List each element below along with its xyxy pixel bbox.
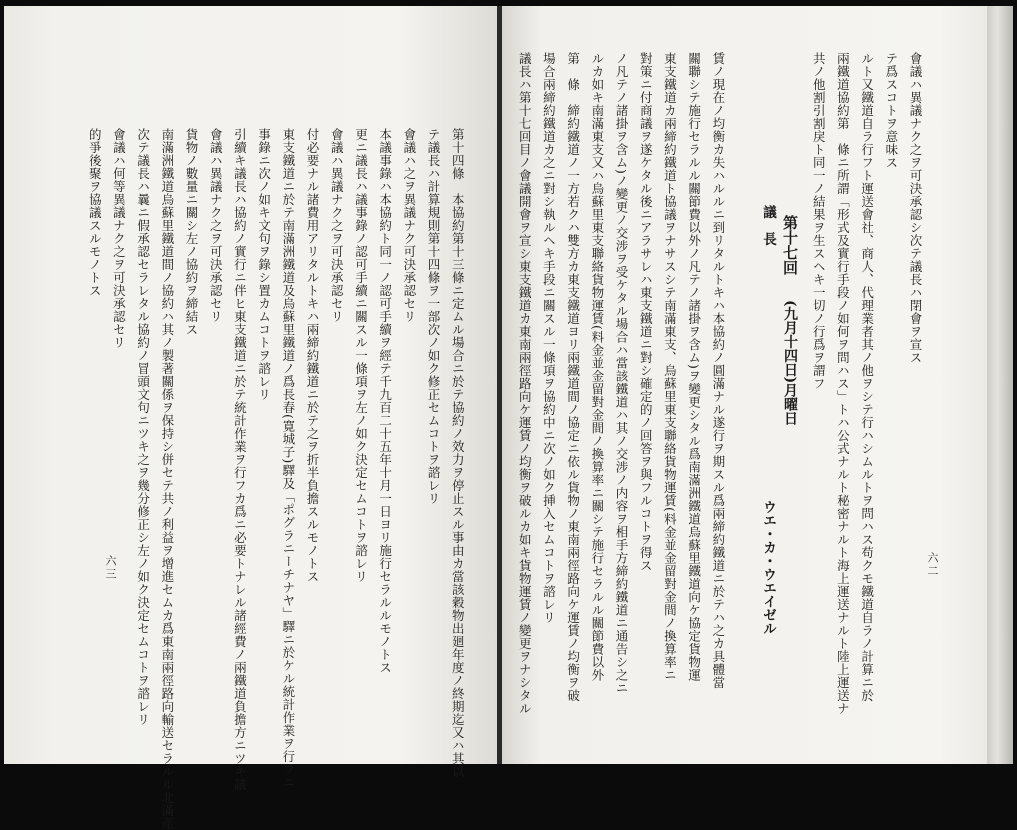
text-column: 關聯シテ施行セラルル關節費以外ノ凡テノ諸掛ヲ含ム)ヲ變更シタル爲南滿洲鐵道烏蘇里鐵道向ケ協定貨物運 xyxy=(686,52,702,682)
page-number-left: 六三 xyxy=(104,555,117,581)
text-column: 會議ハ何等異議ナク之ヲ可決承認セリ xyxy=(111,128,127,349)
text-column: 會議ハ異議ナク之ヲ可決承認セリ xyxy=(329,128,345,323)
text-column: 更ニ議長ハ議事錄ノ認可手續ニ關スル一條項ヲ左ノ如ク決定セムコトヲ諮レリ xyxy=(353,128,369,583)
text-column: 第 條 締約鐵道ノ一方若クハ雙方カ東支鐵道ヨリ兩鐵道間ノ協定ニ依ル貨物ノ東南兩徑路向ケ運賃ノ均衡ヲ破 xyxy=(565,52,581,702)
session-title: 第十七回 xyxy=(781,215,799,275)
text-column: テ爲スコトヲ意味ス xyxy=(883,52,899,169)
text-column: 的爭後聚ヲ協議スルモノトス xyxy=(87,128,103,297)
text-column: 會議ハ異議ナク之ヲ可決承認シ次テ議長ハ閉會ヲ宣ス xyxy=(908,52,924,364)
right-page-text-after xyxy=(512,52,730,752)
right-page-text-before xyxy=(806,52,927,752)
text-column: 貨物ノ數量ニ關シ左ノ協約ヲ締結ス xyxy=(184,128,200,336)
text-column: 引續キ議長ハ協約ノ實行ニ伴ヒ東支鐵道ニ於テ統計作業ヲ行フカ爲ニ必要トナレル諸經費ノ兩鐵道負擔方ニツキ議 xyxy=(232,128,248,791)
text-column: 會議ハ異議ナク之ヲ可決承認セリ xyxy=(208,128,224,323)
text-column: 東支鐵道カ兩締約鐵道ト協議ヲナサスシテ南滿東支、烏蘇里東支聯絡貨物運賃(料金並金留對金間ノ換算率ニ xyxy=(662,52,678,682)
chair-name: ウエ・カ・ウエイゼル xyxy=(760,500,776,635)
text-column: 本議事錄ハ本協約ト同一ノ認可手續ヲ經テ千九百二十五年十月一日ヨリ施行セラルルモノトス xyxy=(377,128,393,674)
text-column: 場合兩締約鐵道カ之ニ對シ執ルヘキ手段ニ關スル一條項ヲ協約中ニ次ノ如ク挿入セムコトヲ諮レリ xyxy=(541,52,557,624)
page-number-right: 六二 xyxy=(926,552,939,578)
text-column: ルト又鐵道自ラ行フト運送會社、商人、代理業者其ノ他ヲシテ行ハシムルトヲ問ハス苟クモ鐵道自ラノ計算ニ於 xyxy=(859,52,875,702)
text-column: 共ノ他割引割戾ト同一ノ結果ヲ生スヘキ一切ノ行爲ヲ謂フ xyxy=(811,52,827,390)
text-column: 對策ニ付商議ヲ遂ケタル後ニアラサレハ東支鐵道ニ對シ確定的ノ回答ヲ與フルコトヲ得ス xyxy=(638,52,654,572)
session-date: (九月十四日)月曜日 xyxy=(782,300,798,426)
chair-role: 議 長 xyxy=(760,205,776,246)
text-column: テ議長ハ計算規則第十四條ヲ一部次ノ如ク修正セムコトヲ諮レリ xyxy=(426,128,442,505)
text-column: 次テ議長ハ曩ニ假承認セラレタル協約ノ冒頭文句ニツキ之ヲ幾分修正シ左ノ如ク決定セムコトヲ諮レリ xyxy=(135,128,151,726)
page-edge xyxy=(987,6,1013,764)
text-column: 事錄ニ次ノ如キ文句ヲ錄シ置カムコトヲ諮レリ xyxy=(256,128,272,401)
text-column: 付必要ナル諸費用アリタルトキハ兩締約鐵道ニ於テ之ヲ折半負擔スルモノトス xyxy=(305,128,321,583)
text-column: 兩鐵道協約第 條ニ所謂「形式及實行手段ノ如何ヲ問ハス」トハ公式ナルト秘密ナルト海上運送ナルト陸上運送ナ xyxy=(835,52,851,715)
text-column: 議長ハ第十七回目ノ會議開會ヲ宣シ東支鐵道カ東南兩徑路向ケ運賃ノ均衡ヲ破ルカ如キ貨物運賃ノ變更ヲナシタル xyxy=(517,52,533,715)
text-column: 南滿洲鐵道烏蘇里鐵道間ノ協約ハ其ノ製著關係ヲ保持シ併セテ共ノ利益ヲ增進セムカ爲東南兩徑路向輸送セラルル北滿產 xyxy=(159,128,175,830)
text-column: 第十四條 本協約第十三條ニ定ムル場合ニ於テ協約ノ效力ヲ停止スル事由カ當該穀物出廻年度ノ終期迄又ハ其以 xyxy=(450,128,466,778)
left-page-text xyxy=(82,128,469,830)
text-column: 東支鐵道ニ於テ南滿洲鐵道及烏蘇里鐵道ノ爲長春(寛城子)驛及「ポグラニーチナヤ」驛ニ於ケル統計作業ヲ行フニ xyxy=(280,128,296,789)
text-column: 賃ノ現在ノ均衡カ失ハルルニ到リタルトキハ本協約ノ圓滿ナル遂行ヲ期スル爲兩締約鐵道ニ於テハ之カ具體當 xyxy=(710,52,726,689)
text-column: ルカ如キ南滿東支又ハ烏蘇里東支聯絡貨物運賃(料金並金留對金間ノ換算率ニ關シテ施行セラルル關節費以外 xyxy=(589,52,605,682)
text-column: ノ凡テノ諸掛ヲ含ム)ノ變更ノ交涉ヲ受ケタル場合ハ當該鐵道ハ其ノ交涉ノ内容ヲ相手方締約鐵道ニ通告シ之ニ xyxy=(614,52,630,695)
text-column: 會議ハ之ヲ異議ナク可決承認セリ xyxy=(401,128,417,323)
